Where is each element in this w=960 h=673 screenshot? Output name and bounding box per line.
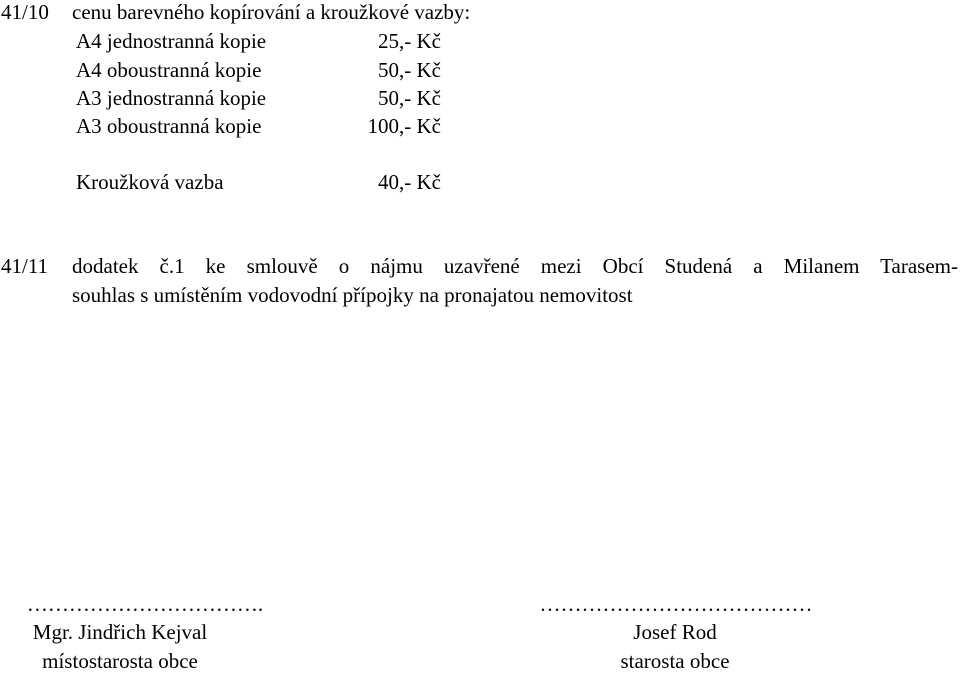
- signature-line: …………………………….: [26, 592, 264, 616]
- price-value: 25,- Kč: [378, 29, 441, 53]
- price-label: A4 jednostranná kopie: [76, 29, 267, 53]
- signatory-name: Josef Rod: [633, 620, 717, 644]
- price-value: 50,- Kč: [378, 58, 441, 82]
- item-text-41-11-line1: dodatek č.1 ke smlouvě o nájmu uzavřené mezi Obcí Studená a Milanem Tarasem-: [72, 254, 958, 278]
- price-label: A3 jednostranná kopie: [76, 86, 267, 110]
- binding-price: 40,- Kč: [378, 170, 441, 194]
- signatory-role: starosta obce: [620, 649, 730, 673]
- signatory-name: Mgr. Jindřich Kejval: [32, 620, 208, 644]
- price-value: 50,- Kč: [378, 86, 441, 110]
- item-number-41-11: 41/11: [1, 254, 49, 278]
- price-value: 100,- Kč: [367, 114, 441, 138]
- item-text-41-11-line2: souhlas s umístěním vodovodní přípojky na pronajatou nemovitost: [72, 283, 633, 307]
- binding-label: Kroužková vazba: [76, 170, 224, 194]
- signatory-role: místostarosta obce: [42, 649, 198, 673]
- signature-line: …………………………………: [539, 592, 813, 616]
- item-number-41-10: 41/10: [1, 0, 49, 24]
- price-label: A4 oboustranná kopie: [76, 58, 262, 82]
- item-heading-41-10: cenu barevného kopírování a kroužkové vazby:: [72, 0, 471, 24]
- price-label: A3 oboustranná kopie: [76, 114, 262, 138]
